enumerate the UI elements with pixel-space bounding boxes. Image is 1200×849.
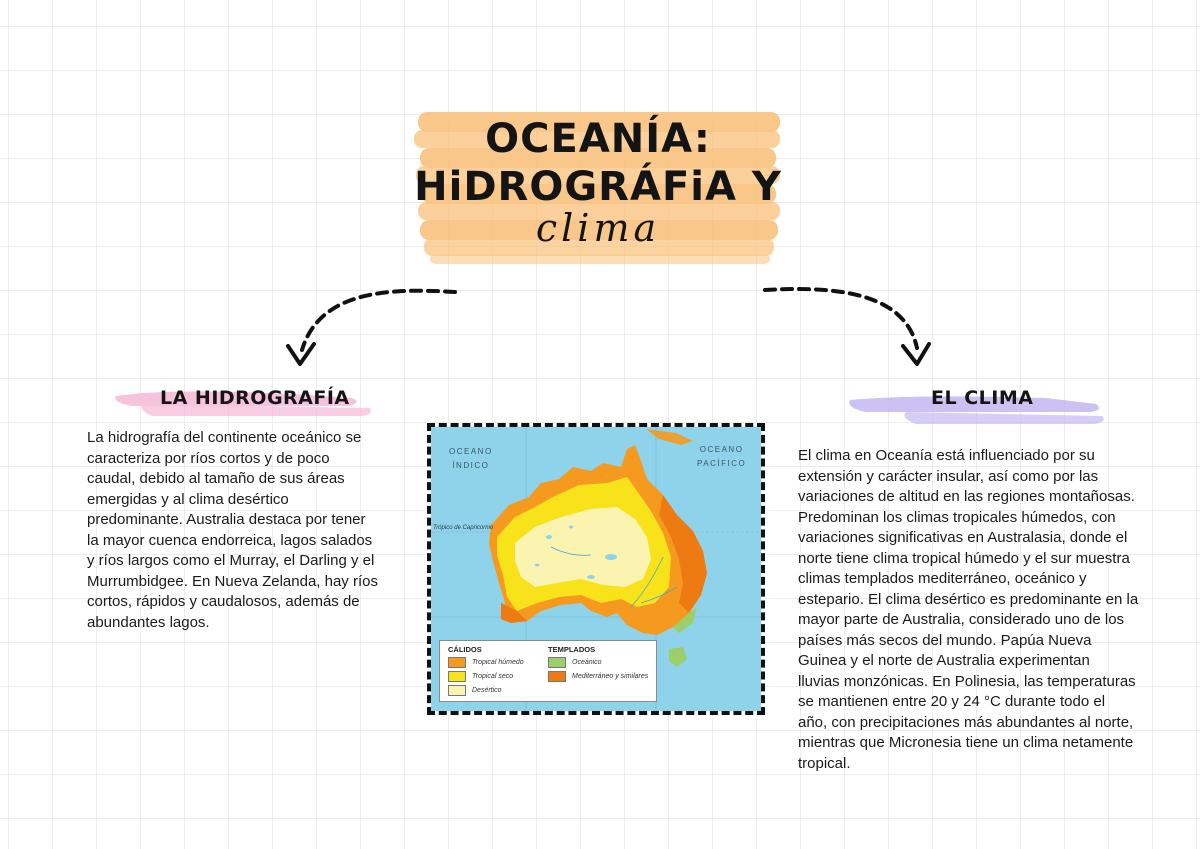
legend-swatch: [448, 685, 466, 696]
paragraph-line: Murrumbidgee. En Nueva Zelanda, hay ríos: [87, 572, 378, 590]
paragraph-line: norte tiene clima tropical húmedo y el sur muestra: [798, 549, 1130, 567]
left-dashed-arrow: [280, 280, 470, 375]
paragraph-line: variaciones significativas en Australasia, donde el: [798, 529, 1128, 546]
paragraph-line: predominante. Australia destaca por tener: [87, 511, 366, 528]
paragraph-line: tropical.: [798, 754, 851, 772]
legend-item: Mediterráneo y similares: [548, 671, 648, 682]
left-heading: LA HIDROGRAFÍA: [160, 387, 350, 409]
paragraph-line: Guinea y el norte de Australia experimentan: [798, 652, 1090, 669]
legend-swatch: [548, 657, 566, 668]
title-line-1: OCEANÍA:: [485, 116, 711, 162]
legend-warm-heading: CÁLIDOS: [448, 645, 482, 654]
paragraph-line: la mayor cuenca endorreica, lagos salados: [87, 531, 373, 549]
legend-item: Tropical húmedo: [448, 657, 524, 668]
paragraph-line: abundantes lagos.: [87, 613, 210, 631]
paragraph-line: climas templados mediterráneo, oceánico y: [798, 570, 1087, 587]
paragraph-line: se mantienen entre 20 y 24 °C durante todo el: [798, 693, 1106, 710]
paragraph-line: mayor parte de Australia, considerado uno de los: [798, 611, 1125, 628]
map-legend: [439, 640, 657, 702]
paragraph-line: variaciones de altitud en las regiones montañosas.: [798, 488, 1135, 505]
legend-temperate-heading: TEMPLADOS: [548, 645, 596, 654]
paragraph-line: El clima en Oceanía está influenciado por su: [798, 447, 1095, 464]
paragraph-line: cortos, rápidos y caudalosos, además de: [87, 593, 360, 610]
title-line-2: HiDROGRÁFiA Y: [414, 164, 782, 210]
clima-paragraph: [798, 446, 1168, 774]
title-line-3: clima: [535, 206, 661, 250]
right-heading: EL CLIMA: [931, 387, 1034, 409]
legend-swatch: [448, 657, 466, 668]
paragraph-line: año, con precipitaciones más abundantes al norte,: [798, 713, 1134, 731]
legend-item: Desértico: [448, 685, 502, 696]
hidrografia-paragraph: [87, 428, 407, 633]
paragraph-line: emergidas y al clima desértico: [87, 490, 289, 508]
paragraph-line: mientras que Micronesia tiene un clima netamente: [798, 734, 1134, 751]
climate-map: [427, 423, 765, 715]
paragraph-line: caudal, debido al tamaño de sus áreas: [87, 470, 345, 487]
title-block: [412, 108, 784, 268]
right-dashed-arrow: [755, 280, 945, 375]
tropic-label: Trópico de Capricornio: [433, 525, 494, 531]
legend-swatch: [448, 671, 466, 682]
paragraph-line: países más secos del mundo. Papúa Nueva: [798, 631, 1092, 649]
paragraph-line: extensión y carácter insular, así como por las: [798, 467, 1099, 485]
paragraph-line: Predominan los climas tropicales húmedos, con: [798, 508, 1116, 526]
paragraph-line: lluvias monzónicas. En Polinesia, las temperaturas: [798, 672, 1136, 690]
ocean-label-pacific: OCEANO PACÍFICO: [697, 445, 747, 468]
legend-item: Tropical seco: [448, 671, 513, 682]
paragraph-line: La hidrografía del continente oceánico se: [87, 429, 362, 446]
paragraph-line: y ríos largos como el Murray, el Darling y el: [87, 552, 375, 569]
legend-item: Oceánico: [548, 657, 602, 668]
legend-swatch: [548, 671, 566, 682]
ocean-label-indian: OCEANO ÍNDICO: [449, 447, 493, 470]
paragraph-line: caracteriza por ríos cortos y de poco: [87, 449, 330, 467]
paragraph-line: estepario. El clima desértico es predominante en la: [798, 590, 1139, 608]
